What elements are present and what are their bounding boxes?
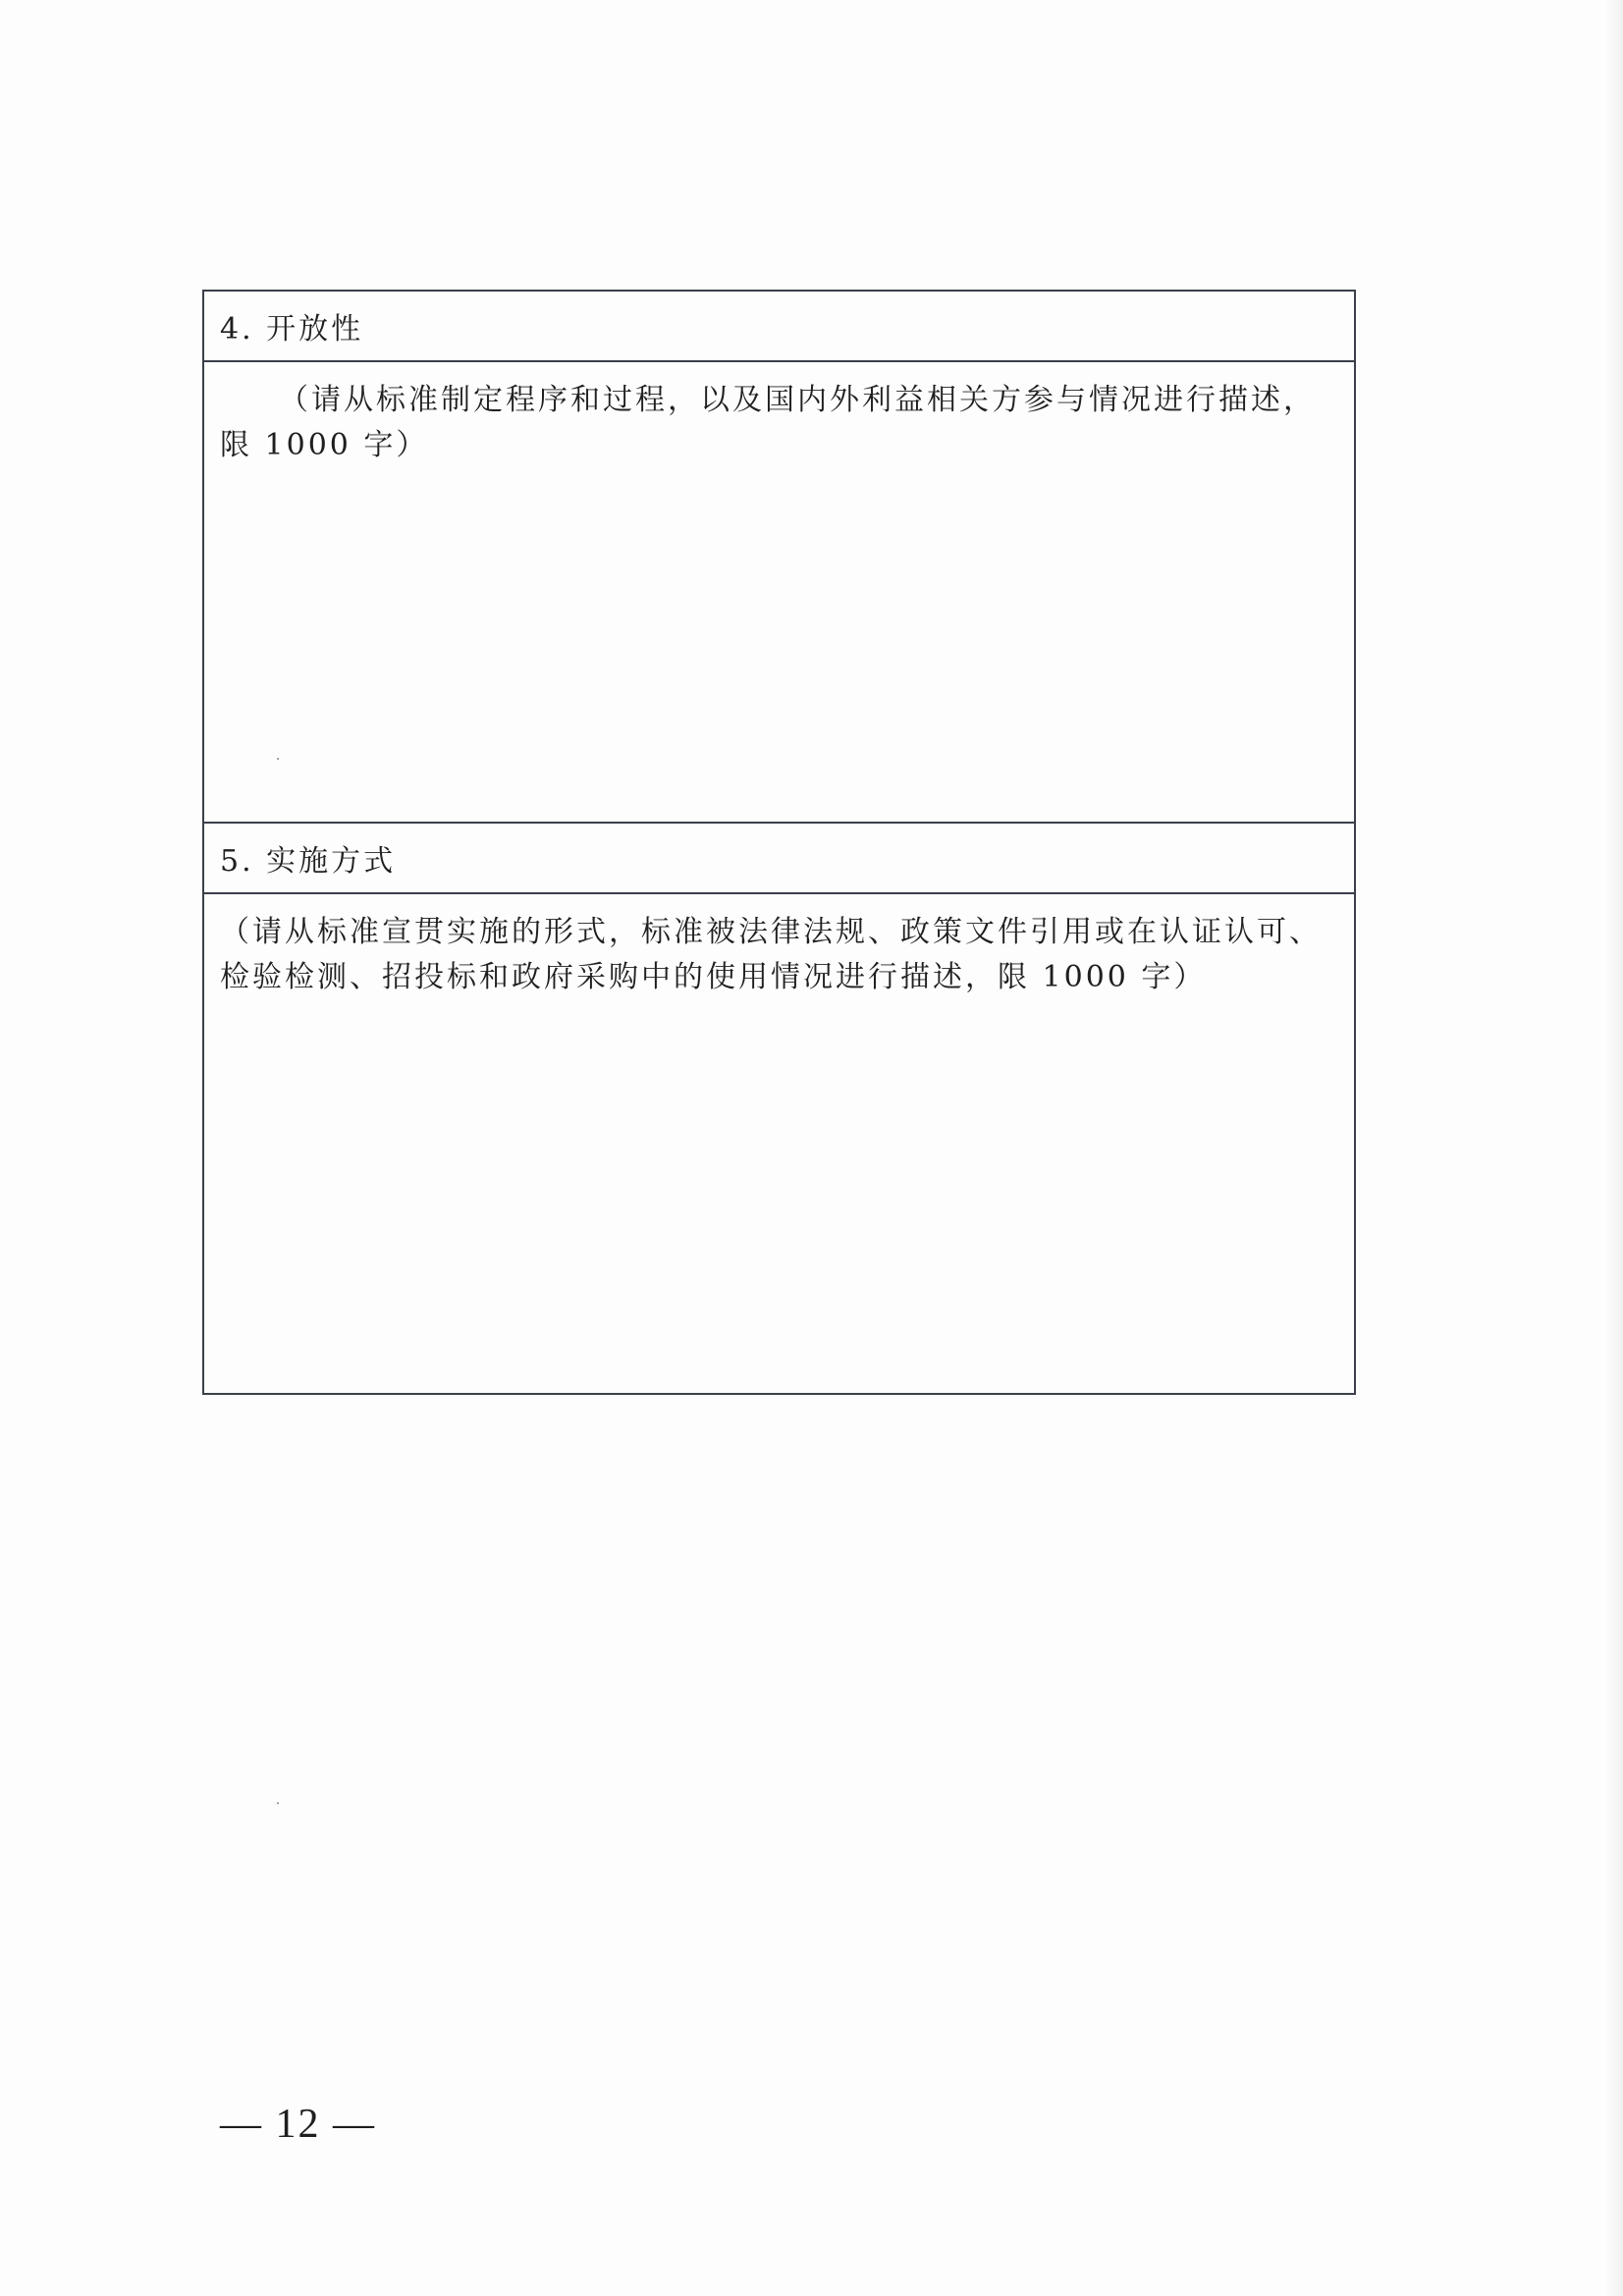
section-body-openness[interactable]	[203, 361, 1355, 823]
application-form-table	[202, 290, 1356, 1395]
section-heading-implementation-text: 5. 实施方式	[220, 844, 397, 879]
page-number: — 12 —	[220, 2102, 376, 2147]
section-heading-openness-text: 4. 开放性	[220, 312, 364, 347]
scan-speck	[277, 1802, 279, 1804]
section-instruction-openness: （请从标准制定程序和过程，以及国内外利益相关方参与情况进行描述，限 1000 字）	[220, 383, 1316, 462]
scan-edge-shadow	[1605, 0, 1623, 2296]
section-heading-openness	[203, 291, 1355, 361]
scan-speck	[277, 758, 279, 760]
section-heading-implementation	[203, 823, 1355, 893]
section-instruction-implementation: （请从标准宣贯实施的形式，标准被法律法规、政策文件引用或在认证认可、检验检测、招投标和政府采购中的使用情况进行描述，限 1000 字）	[220, 915, 1322, 994]
section-body-implementation[interactable]	[203, 893, 1355, 1394]
